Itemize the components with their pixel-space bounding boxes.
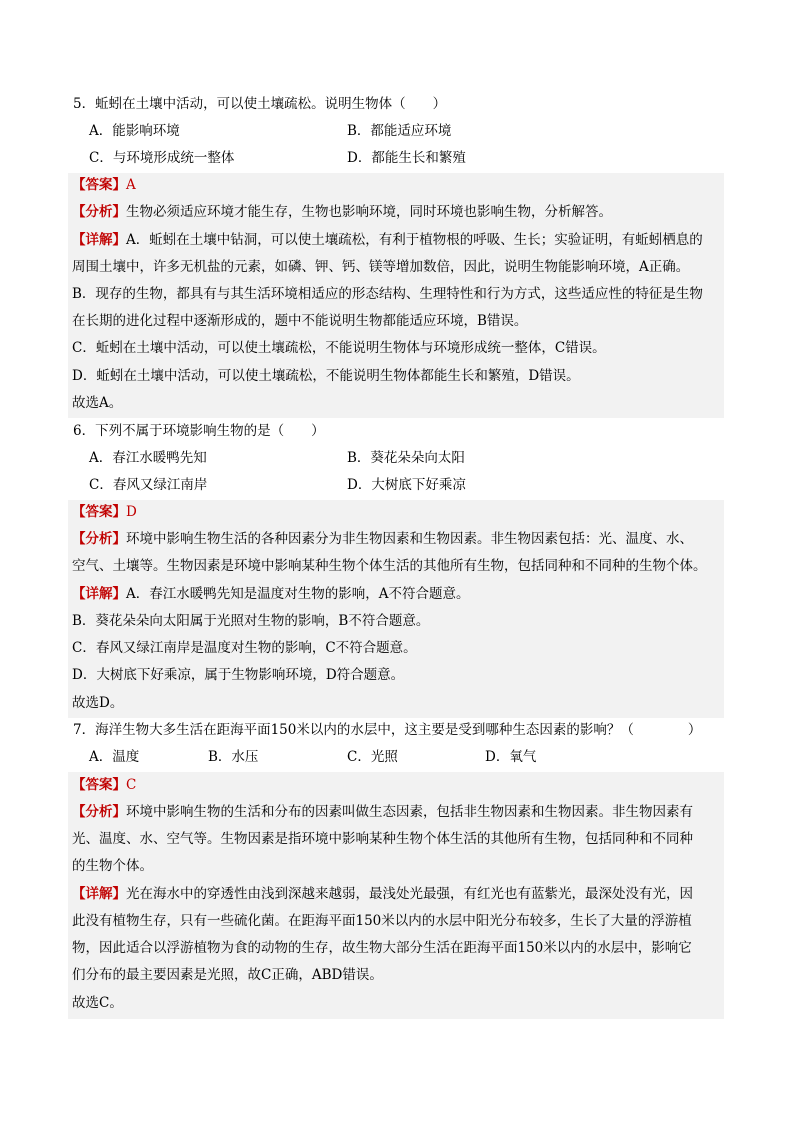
detail-tag: 【详解】 [72, 232, 126, 248]
q7-option-c: C．光照 [347, 749, 398, 765]
q7-analysis [72, 802, 693, 822]
q6-option-d: D．大树底下好乘凉 [347, 477, 466, 493]
answer-value: C [126, 777, 137, 793]
q7-answer [72, 775, 136, 795]
q5-detail-line: C．蚯蚓在土壤中活动，可以使土壤疏松，不能说明生物体与环境形成统一整体，C错误。 [72, 340, 606, 356]
q7-option-d: D．氧气 [485, 749, 537, 765]
q7-detail [72, 884, 693, 904]
analysis-tag: 【分析】 [72, 804, 126, 820]
analysis-tag: 【分析】 [72, 531, 126, 547]
q5-detail-line: B．现存的生物，都具有与其生活环境相适应的形态结构、生理特性和行为方式，这些适应性的特征是生物 [72, 286, 703, 302]
detail-tag: 【详解】 [72, 586, 126, 602]
answer-tag: 【答案】 [72, 177, 126, 193]
question-7-stem: 7．海洋生物大多生活在距海平面150米以内的水层中，这主要是受到哪种生态因素的影响？（ ） [73, 722, 702, 738]
q6-analysis-line: 空气、土壤等。生物因素是环境中影响某种生物个体生活的其他所有生物，包括同种和不同种的生物个体。 [72, 558, 707, 574]
q7-solution-block [68, 772, 724, 1019]
detail-text: A．蚯蚓在土壤中钻洞，可以使土壤疏松，有利于植物根的呼吸、生长；实验证明，有蚯蚓栖息的 [126, 232, 703, 248]
answer-tag: 【答案】 [72, 777, 126, 793]
q6-answer [72, 502, 137, 522]
answer-value: A [126, 177, 136, 193]
q7-conclusion: 故选C。 [72, 995, 123, 1011]
q5-option-b: B．都能适应环境 [347, 123, 452, 139]
q5-analysis [72, 202, 612, 222]
q6-option-b: B．葵花朵朵向太阳 [347, 450, 465, 466]
q5-conclusion: 故选A。 [72, 395, 123, 411]
analysis-tag: 【分析】 [72, 204, 126, 220]
q6-option-a: A．春江水暖鸭先知 [89, 450, 207, 466]
q7-detail-line: 物，因此适合以浮游植物为食的动物的生存，故生物大部分生活在距海平面150米以内的水层中，影响它 [72, 940, 692, 956]
question-6-stem: 6．下列不属于环境影响生物的是（ ） [73, 423, 325, 439]
analysis-text: 环境中影响生物的生活和分布的因素叫做生态因素，包括非生物因素和生物因素。非生物因素有 [126, 804, 693, 820]
q6-detail-line: D．大树底下好乘凉，属于生物影响环境，D符合题意。 [72, 667, 405, 683]
detail-text: A．春江水暖鸭先知是温度对生物的影响，A不符合题意。 [126, 586, 470, 602]
analysis-text: 生物必须适应环境才能生存，生物也影响环境，同时环境也影响生物，分析解答。 [126, 204, 612, 220]
answer-tag: 【答案】 [72, 504, 126, 520]
detail-tag: 【详解】 [72, 886, 126, 902]
q6-detail-line: B．葵花朵朵向太阳属于光照对生物的影响，B不符合题意。 [72, 613, 430, 629]
question-5-stem: 5．蚯蚓在土壤中活动，可以使土壤疏松。说明生物体（ ） [73, 96, 447, 112]
q6-conclusion: 故选D。 [72, 695, 124, 711]
q5-answer [72, 175, 136, 195]
q5-option-d: D．都能生长和繁殖 [347, 150, 466, 166]
q5-detail [72, 230, 703, 250]
q6-analysis [72, 529, 693, 549]
q5-detail-line: 周围土壤中，许多无机盐的元素，如磷、钾、钙、镁等增加数倍，因此，说明生物能影响环境，A正确。 [72, 259, 690, 275]
q7-option-a: A．温度 [89, 749, 140, 765]
q6-solution-block [68, 500, 724, 718]
q5-option-c: C．与环境形成统一整体 [89, 150, 235, 166]
detail-text: 光在海水中的穿透性由浅到深越来越弱，最浅处光最强，有红光也有蓝紫光，最深处没有光，因 [126, 886, 693, 902]
answer-value: D [126, 504, 137, 520]
q6-option-c: C．春风又绿江南岸 [89, 477, 208, 493]
q7-detail-line: 们分布的最主要因素是光照，故C正确，ABD错误。 [72, 967, 383, 983]
q7-detail-line: 此没有植物生存，只有一些硫化菌。在距海平面150米以内的水层中阳光分布较多，生长了大量的浮游植 [72, 913, 692, 929]
q5-detail-line: D．蚯蚓在土壤中活动，可以使土壤疏松，不能说明生物体都能生长和繁殖，D错误。 [72, 368, 580, 384]
analysis-text: 环境中影响生物生活的各种因素分为非生物因素和生物因素。非生物因素包括：光、温度、水、 [126, 531, 693, 547]
q7-option-b: B．水压 [208, 749, 259, 765]
q7-analysis-line: 光、温度、水、空气等。生物因素是指环境中影响某种生物个体生活的其他所有生物，包括同种和不同种 [72, 831, 693, 847]
q7-analysis-line: 的生物个体。 [72, 858, 153, 874]
q5-solution-block [68, 173, 724, 418]
q5-detail-line: 在长期的进化过程中逐渐形成的，题中不能说明生物都能适应环境，B错误。 [72, 313, 528, 329]
q5-option-a: A．能影响环境 [89, 123, 180, 139]
q6-detail [72, 584, 470, 604]
q6-detail-line: C．春风又绿江南岸是温度对生物的影响，C不符合题意。 [72, 640, 417, 656]
